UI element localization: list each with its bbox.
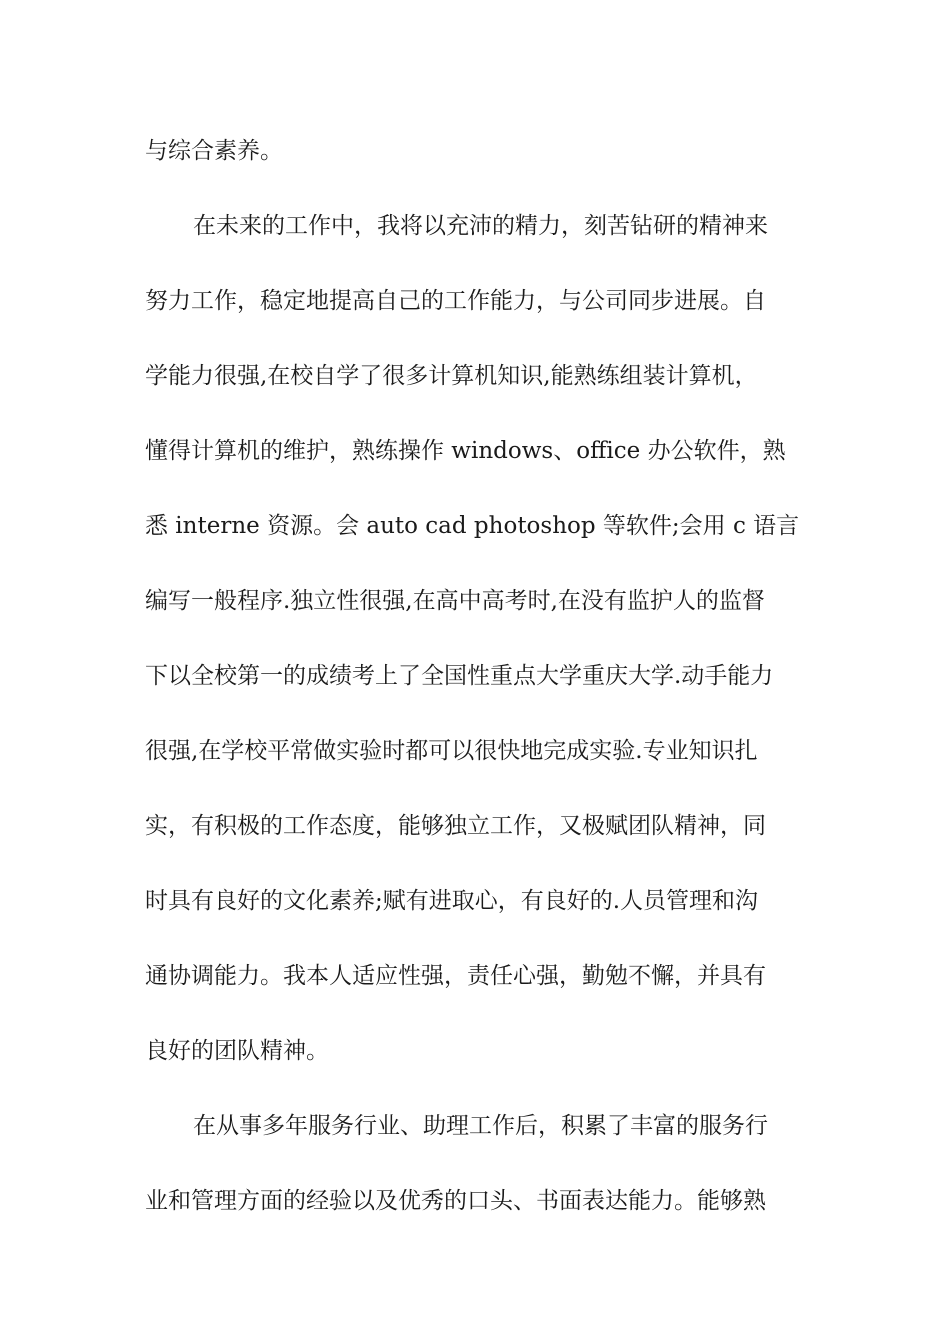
text-line: 下以全校第一的成绩考上了全国性重点大学重庆大学.动手能力 [145, 663, 774, 689]
text-line: 在未来的工作中，我将以充沛的精力，刻苦钻研的精神来 [193, 213, 768, 239]
text-line: 学能力很强,在校自学了很多计算机知识,能熟练组装计算机， [145, 363, 758, 389]
text-line: 实，有积极的工作态度，能够独立工作，又极赋团队精神，同 [145, 813, 766, 839]
text-line: 与综合素养。 [145, 138, 283, 164]
text-line: 在从事多年服务行业、助理工作后，积累了丰富的服务行 [193, 1113, 768, 1139]
text-line: 懂得计算机的维护，熟练操作 windows、office 办公软件，熟 [145, 438, 786, 464]
text-line: 良好的团队精神。 [145, 1038, 329, 1064]
text-line: 通协调能力。我本人适应性强，责任心强，勤勉不懈，并具有 [145, 963, 766, 989]
text-line: 努力工作，稳定地提高自己的工作能力，与公司同步进展。自 [145, 288, 766, 314]
text-line: 时具有良好的文化素养;赋有进取心，有良好的.人员管理和沟 [145, 888, 759, 914]
text-line: 编写一般程序.独立性很强,在高中高考时,在没有监护人的监督 [145, 588, 765, 614]
text-line: 悉 interne 资源。会 auto cad photoshop 等软件;会用 c 语言 [145, 513, 800, 539]
text-line: 业和管理方面的经验以及优秀的口头、书面表达能力。能够熟 [145, 1188, 766, 1214]
text-line: 很强,在学校平常做实验时都可以很快地完成实验.专业知识扎 [145, 738, 758, 764]
